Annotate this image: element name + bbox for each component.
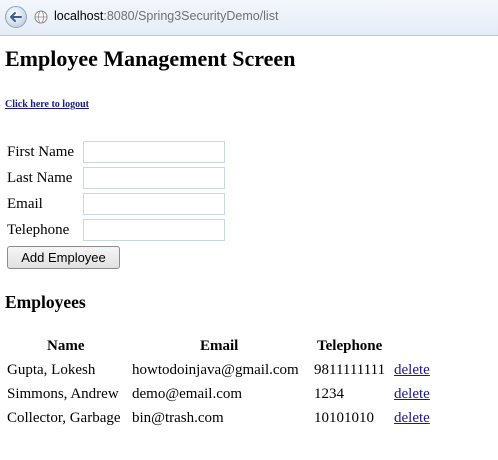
- employee-email: bin@trash.com: [132, 410, 224, 426]
- delete-link[interactable]: delete: [394, 386, 430, 402]
- url-field[interactable]: [54, 9, 278, 23]
- employee-email: howtodoinjava@gmail.com: [132, 362, 299, 378]
- telephone-input[interactable]: [83, 219, 225, 241]
- employee-name: Gupta, Lokesh: [7, 362, 96, 378]
- employees-heading: Employees: [5, 292, 86, 312]
- email-label: Email: [7, 196, 43, 212]
- first-name-label: First Name: [7, 144, 75, 160]
- url-path: :8080/Spring3SecurityDemo/list: [103, 9, 279, 23]
- employee-name: Collector, Garbage: [7, 410, 121, 426]
- column-header-name: Name: [47, 338, 85, 354]
- url-host: localhost: [54, 9, 104, 23]
- delete-link[interactable]: delete: [394, 410, 430, 426]
- employee-telephone: 9811111111: [314, 362, 386, 378]
- first-name-input[interactable]: [83, 141, 225, 163]
- employee-telephone: 10101010: [314, 410, 374, 426]
- delete-link[interactable]: delete: [394, 362, 430, 378]
- column-header-email: Email: [200, 338, 239, 354]
- logout-link[interactable]: Click here to logout: [5, 99, 89, 110]
- email-input[interactable]: [83, 193, 225, 215]
- add-employee-button[interactable]: Add Employee: [7, 246, 120, 269]
- globe-icon: [34, 10, 48, 24]
- employee-telephone: 1234: [314, 386, 344, 402]
- last-name-label: Last Name: [7, 170, 73, 186]
- employee-name: Simmons, Andrew: [7, 386, 119, 402]
- employee-email: demo@email.com: [132, 386, 243, 402]
- back-button[interactable]: [5, 6, 27, 28]
- browser-address-bar: [0, 0, 498, 36]
- back-arrow-icon: [9, 10, 23, 24]
- column-header-telephone: Telephone: [317, 338, 383, 354]
- telephone-label: Telephone: [7, 222, 70, 238]
- last-name-input[interactable]: [83, 167, 225, 189]
- page-title: Employee Management Screen: [5, 46, 296, 71]
